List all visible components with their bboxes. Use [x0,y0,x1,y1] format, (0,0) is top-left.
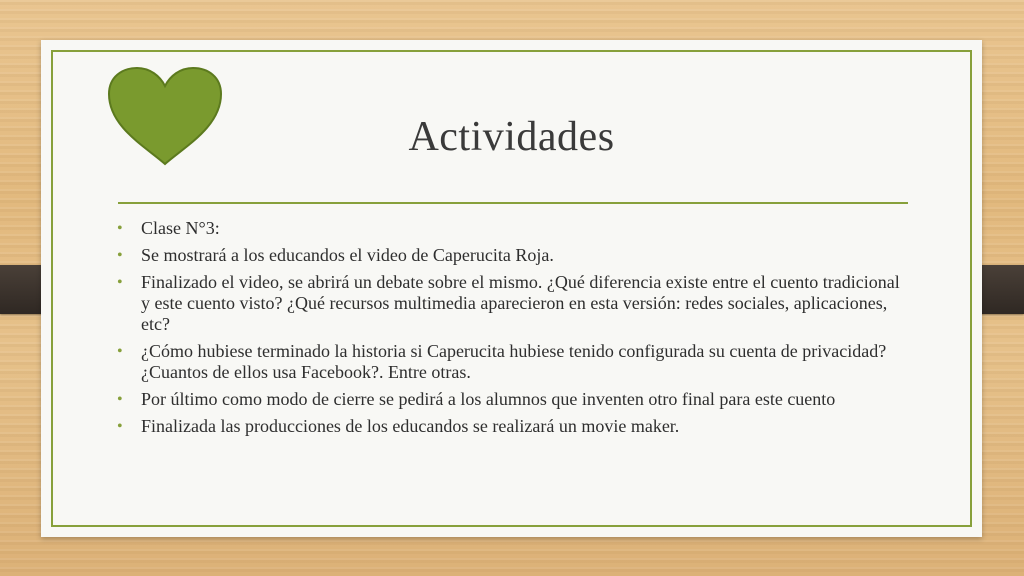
list-item-text: Finalizado el video, se abrirá un debate sobre el mismo. ¿Qué diferencia existe entre el cuento tradicional y este cuento visto? ¿Qué recursos multimedia aparecieron en esta versión: redes sociales, aplicaciones, etc? [141,272,900,334]
slide-paper [41,40,982,537]
title-divider [118,202,908,204]
list-item [116,245,906,266]
list-item-text: Por último como modo de cierre se pedirá a los alumnos que inventen otro final para este cuento [141,389,836,409]
list-item-text: ¿Cómo hubiese terminado la historia si Caperucita hubiese tenido configurada su cuenta de privacidad?¿Cuantos de ellos usa Facebook?. Entre otras. [141,341,887,382]
list-item [116,416,906,437]
bullet-icon: • [117,274,123,291]
list-item [116,389,906,410]
list-item [116,218,906,239]
list-item [116,341,906,383]
slide-title: Actividades [408,114,615,160]
bullet-icon: • [117,343,123,360]
bullet-icon: • [117,247,123,264]
bullet-icon: • [117,418,123,435]
list-item-text: Se mostrará a los educandos el video de Caperucita Roja. [141,245,554,265]
list-item-text: Finalizada las producciones de los educandos se realizará un movie maker. [141,416,680,436]
bullet-icon: • [117,220,123,237]
bullet-icon: • [117,391,123,408]
bullet-list [116,218,906,443]
list-item-text: Clase N°3: [141,218,220,238]
list-item [116,272,906,335]
